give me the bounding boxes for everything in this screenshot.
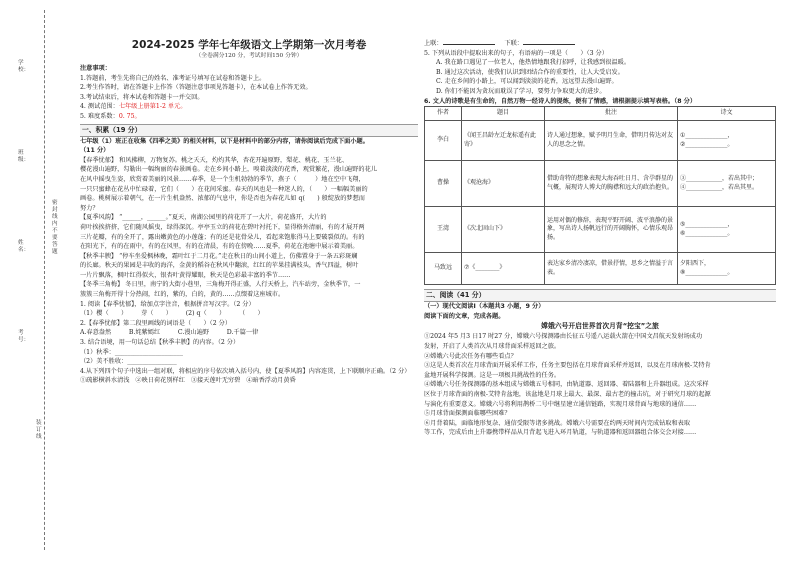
cell-poem[interactable]: ⑤______________， ⑥______________。 <box>678 207 776 253</box>
note-2: 2.考生作答时，请在答题卡上作答（答题注意事项见答题卡），在本试卷上作答无效。 <box>80 84 312 92</box>
summer-paragraph <box>80 213 418 251</box>
article-line: 等工作，完成后由上升器携带样品从月背起飞进入环月轨道，与轨道器和返回器组合体交会对接…… <box>424 429 697 437</box>
cell-note: 诗人通过想象，赋予明月生命，借明月传达对友人的思念之情。 <box>545 121 678 161</box>
cell-note: 表达家乡清冷凄凉，借景抒情，思乡之情溢于言表。 <box>545 253 678 285</box>
poem-table <box>424 106 776 285</box>
margin-class-label: 班级： <box>18 150 30 163</box>
notes-heading: 注意事项： <box>80 65 111 72</box>
q4-option-2: ②映日荷花别样红 <box>135 377 185 385</box>
spring-line: 努力？ <box>80 204 99 212</box>
poem-table-header <box>425 107 776 121</box>
summer-line: 荷叶挨挨挤挤，它们随风摇曳，绿得深沉。亭亭玉立的荷花在碧叶衬托下，显得格外清丽，有的才展开两 <box>80 223 365 231</box>
question-1: 1. 阅读【春季忧郁】，给加点字注音，根据拼音写汉字。（2 分） <box>80 300 255 308</box>
q2-option-c[interactable]: C.漫山遍野 <box>177 329 210 337</box>
article-line: ⑥月背着陆，面临地形复杂、通信受限等诸多挑战。嫦娥六号需要在约两天时间内完成钻取和表取 <box>424 419 691 427</box>
q4-option-3: ③接天莲叶无穷碧 <box>190 377 241 385</box>
question-4: 4.从下列四个句子中选出一组对联，将相应的序号依次填入括号内，使【夏季风韵】内容连贯，上下联顺序正确。（2 分） <box>80 367 411 375</box>
cell-author: 曹操 <box>425 161 462 207</box>
header-poem: 诗文 <box>678 107 776 121</box>
q1-blank-c[interactable]: (2) q（ ） <box>185 310 226 318</box>
summer-line: 在阳光下，有的在雨中，有的在风里，有的在清晨，有的在傍晚……夏季，荷花在池塘中展示着美丽。 <box>80 243 359 251</box>
lower-couplet-blank[interactable] <box>523 38 575 45</box>
autumn-line: 的长廊。秋天的果园是丰收的海洋，金黄的稻谷在秋风中翻滚，红红的苹果挂满枝头，香气四溢，树叶 <box>80 262 359 270</box>
question-2: 2.【春季忧郁】第二段里画线的词语是（ ）（2 分） <box>80 319 232 327</box>
upper-couplet-label: 上联： <box>424 40 443 47</box>
winter-paragraph <box>80 280 418 299</box>
section-1-heading: 一、积累（19 分） <box>80 124 418 137</box>
spring-line: 【春季忧郁】 和风拂柳，万物复苏。桃之夭夭，灼灼其华，杏花开遍原野，梨花、桃花、玉兰花、 <box>80 156 349 164</box>
margin-school-label: 学校： <box>18 60 30 73</box>
summer-line: 三片花瓣，有的全开了，露出嫩黄色的小莲蓬；有的还是花骨朵儿，看起来饱胀得马上要破裂似的。有的 <box>80 233 365 241</box>
binding-dashed-line <box>44 10 45 550</box>
note-3: 3.考试结束后，将本试卷和答题卡一并交回。 <box>80 93 204 101</box>
header-title: 题目 <box>462 107 545 121</box>
table-row <box>425 207 776 253</box>
cell-author: 马致远 <box>425 253 462 285</box>
summer-line: 【夏季风韵】 “______，______。”夏天，南湖公园里的荷花开了一大片，荷花盛开，大片的 <box>80 214 327 222</box>
couplet-answer-line <box>424 38 776 49</box>
article-line: ④嫦娥六号任务探测器的基本组成与嫦娥五号相同，由轨道器、返回器、着陆器和上升器组成。这次采样 <box>424 381 709 389</box>
section-1-intro: 七年级（1）班正在收集《四季之美》的相关材料，以下是材料中的部分内容，请你阅读后完成下面小题。 <box>80 137 369 145</box>
cell-author: 李白 <box>425 121 462 161</box>
spring-line: 在风中摇曳生姿，欣赏着美丽的风景……春季，是一个生机勃勃的季节，燕子（ ）地在空中飞翔， <box>80 175 365 183</box>
table-row <box>425 161 776 207</box>
upper-couplet-blank[interactable] <box>443 38 495 45</box>
table-row <box>425 253 776 285</box>
q1-blank-b[interactable]: 芽（ ） <box>141 310 172 318</box>
cell-note: 运用对偶的修辞，表现平野开阔、波平浪静的景象，写出诗人扬帆远行的开阔胸怀，心情乐观昂扬。 <box>545 207 678 253</box>
note-5: 5. 难度系数：0. 75。 <box>80 112 141 120</box>
q5-option-b[interactable]: B. 通过这次活动，使我们认识到团结合作的重要性，让人大受启发。 <box>436 68 624 76</box>
article-line: 盆地开展科学探测。这是一项极具挑战性的任务。 <box>424 371 561 379</box>
cell-poem[interactable]: ①______________， ②______________。 <box>678 121 776 161</box>
question-4-options <box>80 376 418 386</box>
right-column <box>424 0 776 562</box>
cell-poem[interactable]: ③____________，若出其中； ④____________，若出其里。 <box>678 161 776 207</box>
q5-option-c[interactable]: C. 走在乡间的小路上，可以闻到淡淡的花香，远远望去漫山遍野。 <box>436 78 618 86</box>
autumn-line: 【秋季丰腴】 “停车坐爱枫林晚，霜叶红于二月花。”走在秋日的山间小道上，仿佛置身于一条五彩斑斓 <box>80 252 358 260</box>
winter-line: 【冬季三角梅】 冬日里，南宁的大街小巷里，三角梅开得正盛，人行天桥上，汽车站旁，金秋季节，一 <box>80 281 361 289</box>
reading-1-instruction: 阅读下面的文章，完成各题。 <box>424 312 505 320</box>
article-line: 发射，开启了人类首次从月球背面采样返回之旅。 <box>424 342 561 350</box>
cell-poem[interactable]: 夕阳西下， ⑧______________。 <box>678 253 776 285</box>
section-2-heading: 二、阅读（41 分） <box>424 289 776 302</box>
cell-title: 《观沧海》 <box>462 161 545 207</box>
margin-binding-text: 装订线 <box>36 420 44 441</box>
spring-paragraph <box>80 156 418 214</box>
cell-title: 《次北固山下》 <box>462 207 545 253</box>
exam-title: 2024-2025 学年七年级语文上学期第一次月考卷 <box>131 39 367 51</box>
margin-name-label: 姓名： <box>18 240 30 253</box>
margin-seal-text: 密封线内不要答题 <box>52 200 58 255</box>
autumn-paragraph <box>80 252 418 281</box>
q5-option-a[interactable]: A. 我在路口遇见了一位老人，他热情地跟我打招呼，让我感到很温暖。 <box>436 59 631 67</box>
table-row <box>425 121 776 161</box>
article-body <box>424 332 776 438</box>
q4-option-1: ①疏影横斜水清浅 <box>80 377 130 385</box>
question-3: 3. 结合语境，用一句话总结【秋季丰腴】的内容。（2 分） <box>80 339 240 347</box>
header-author: 作者 <box>425 107 462 121</box>
left-column <box>80 0 418 562</box>
note-1: 1.答题前，考生先将自己的姓名、准考证号填写在试卷和答题卡上。 <box>80 74 266 82</box>
article-title: 嫦娥六号开启世界首次月背“挖宝”之旅 <box>541 322 659 331</box>
q2-option-d[interactable]: D.千篇一律 <box>226 329 259 337</box>
article-line: 区位于月球背面的南极-艾特肯盆地，该盆地是月球上最大、最深、最古老的撞击坑，对于研究月球的起源 <box>424 390 711 398</box>
article-line: ⑤月球背面探测面临哪些困难？ <box>424 410 511 418</box>
spring-line: 画卷。桃树展示着朝气，在一片生机盎然、浓郁的气息中，你是否也为春花儿如 q( ) 般绽放的梦想而 <box>80 195 365 203</box>
header-note: 批注 <box>545 107 678 121</box>
article-line: ①2024 年5 月3 日17 时27 分，嫦娥六号探测器由长征五号遥八运载火箭在中国文昌航天发射场成功 <box>424 333 703 341</box>
cell-title: 《闻王昌龄左迁龙标遥有此寄》 <box>462 121 545 161</box>
question-5: 5. 下列从语段中提取出来的句子，有语病的一项是（ ）（3 分） <box>424 49 608 57</box>
q2-option-b[interactable]: B.姹紫嫣红 <box>128 329 161 337</box>
cell-author: 王湾 <box>425 207 462 253</box>
reading-1-heading: （一）现代文阅读Ⅰ（本题共3 小题，9 分） <box>424 303 545 311</box>
note-4: 4. 测试范围：七年级上册第1-2 单元。 <box>80 103 187 111</box>
q1-blank-a[interactable]: （1）樱（ ） <box>80 310 128 318</box>
q1-blank-d[interactable]: （ ） <box>238 310 264 318</box>
cell-title[interactable]: ⑦《________》 <box>462 253 545 285</box>
article-line: ③这是人类首次在月球背面开展采样工作，任务主要包括在月球背面采样并返回，以及在月球南极-艾特肯 <box>424 362 711 370</box>
section-1-intro-score: （11 分） <box>80 147 110 155</box>
margin-number-label: 考号： <box>18 330 30 343</box>
q5-option-d[interactable]: D. 你们不能因为贪玩而耽误了学习，要努力争取更大的进步。 <box>436 87 606 95</box>
article-line: 与演化有重要意义。嫦娥六号将利用鹊桥二号中继星建立通信链路，实现月球背面与地球的通信…… <box>424 400 697 408</box>
spring-line: 一只只蜜蜂在花丛中忙碌着，它们（ ）在花间采蜜。春天的风也是一种迷人的，（ ）一幅幅美丽的 <box>80 185 368 193</box>
winter-line: 簇簇三角梅开得十分热闹，红的，紫的，白的，黄的……点缀着这座城市。 <box>80 291 285 299</box>
cell-note: 借助奇特的想象表现大海吞吐日月、含孕群星的气概，展现诗人博大的胸襟和远大的政治抱负。 <box>545 161 678 207</box>
q2-option-a[interactable]: A.春意盎然 <box>80 329 112 337</box>
q4-option-4: ④暗香浮动月黄昏 <box>246 377 296 385</box>
binding-margin <box>6 0 66 562</box>
article-line: ②嫦娥六号此次任务有哪些看点？ <box>424 352 517 360</box>
spring-line: 樱花漫山遍野，勾勒出一幅绚丽的春景画卷。走在乡间小路上，嗅着淡淡的花香，观赏繁花，漫山遍野的花儿 <box>80 166 377 174</box>
question-1-blanks <box>80 309 418 319</box>
lower-couplet-label: 下联： <box>504 40 523 47</box>
question-2-options <box>80 328 418 338</box>
autumn-line: 一片片飘落，枫叶红得似火，银杏叶黄得耀眼，秋天是色彩最丰富的季节…… <box>80 271 291 279</box>
question-3-answer-a[interactable]: （1）秋季：______________________ <box>80 348 183 356</box>
exam-subtitle: （全卷满分120 分，考试时间150 分钟） <box>195 53 303 59</box>
question-3-answer-b[interactable]: （2）美不胜收：________________ <box>80 358 177 366</box>
question-6: 6. 文人的诗歌是有生命的，自然万物一经诗人的提炼，便有了情感，请根据提示填写表格。（8 分） <box>424 97 697 105</box>
